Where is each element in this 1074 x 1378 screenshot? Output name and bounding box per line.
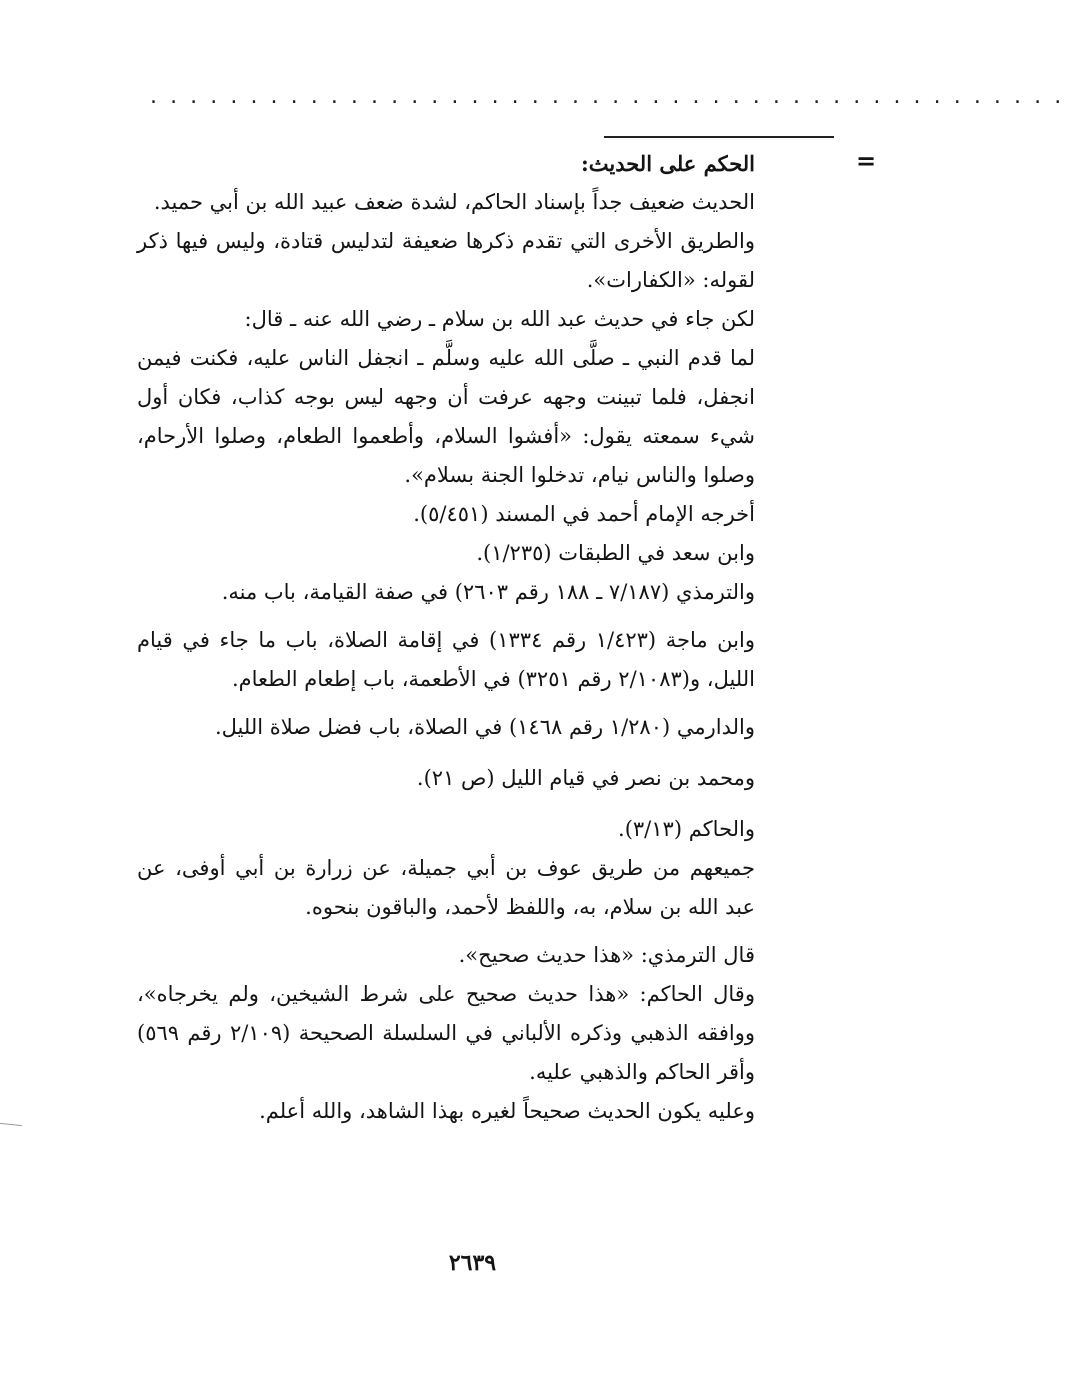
top-dotted-separator: .............................................. xyxy=(150,84,1074,109)
footnote-separator-line xyxy=(604,136,834,138)
paragraph-ibn-nasr: ومحمد بن نصر في قيام الليل (ص ٢١). xyxy=(416,766,755,790)
paragraph-tirmidhi-verdict: قال الترمذي: «هذا حديث صحيح». xyxy=(458,943,755,967)
page-number: ٢٦٣٩ xyxy=(448,1250,497,1276)
paragraph-tirmidhi: والترمذي (٧/١٨٧ ـ ١٨٨ رقم ٢٦٠٣) في صفة القيامة، باب منه. xyxy=(221,580,755,604)
paragraph-hadith-text: لما قدم النبي ـ صلَّى الله عليه وسلَّم ـ انجفل الناس عليه، فكنت فيمن انجفل، فلما تبينت وجهه عرفت أن وجهه ليس بوجه كذاب، فكان أول شيء سمعته يقول: «أفشوا السلام، وأطعموا الطعام، وصلوا الأرحام، وصلوا والناس نيام، تدخلوا الجنة بسلام». xyxy=(137,346,755,487)
paragraph-route: جميعهم من طريق عوف بن أبي جميلة، عن زرارة بن أبي أوفى، عن عبد الله بن سلام، به، واللفظ لأحمد، والباقون بنحوه. xyxy=(137,856,755,919)
section-heading: الحكم على الحديث: xyxy=(581,151,755,176)
paragraph-conclusion: وعليه يكون الحديث صحيحاً لغيره بهذا الشاهد، والله أعلم. xyxy=(259,1099,755,1123)
paragraph-ibn-saad: وابن سعد في الطبقات (١/٢٣٥). xyxy=(476,541,755,565)
paragraph-witness-intro: لكن جاء في حديث عبد الله بن سلام ـ رضي الله عنه ـ قال: xyxy=(244,307,755,331)
paragraph-darimi: والدارمي (١/٢٨٠ رقم ١٤٦٨) في الصلاة، باب فضل صلاة الليل. xyxy=(214,715,755,739)
paragraph-ahmad: أخرجه الإمام أحمد في المسند (٥/٤٥١). xyxy=(413,502,755,526)
paragraph-hakim-verdict: وقال الحاكم: «هذا حديث صحيح على شرط الشيخين، ولم يخرجاه»، ووافقه الذهبي وذكره الألباني في السلسلة الصحيحة (٢/١٠٩ رقم ٥٦٩) وأقر الحاكم والذهبي عليه. xyxy=(137,982,755,1084)
paragraph-other-route: والطريق الأخرى التي تقدم ذكرها ضعيفة لتدليس قتادة، وليس فيها ذكر لقوله: «الكفارات». xyxy=(137,229,755,292)
paragraph-ruling: الحديث ضعيف جداً بإسناد الحاكم، لشدة ضعف عبيد الله بن أبي حميد. xyxy=(153,190,755,214)
paragraph-ibn-majah: وابن ماجة (١/٤٢٣ رقم ١٣٣٤) في إقامة الصلاة، باب ما جاء في قيام الليل، و(٢/١٠٨٣ رقم ٣٢٥١) في الأطعمة، باب إطعام الطعام. xyxy=(137,628,755,691)
paragraph-hakim: والحاكم (٣/١٣). xyxy=(618,817,755,841)
page-body xyxy=(137,144,755,1131)
continuation-mark: = xyxy=(856,147,877,175)
margin-scan-mark xyxy=(0,1123,22,1126)
